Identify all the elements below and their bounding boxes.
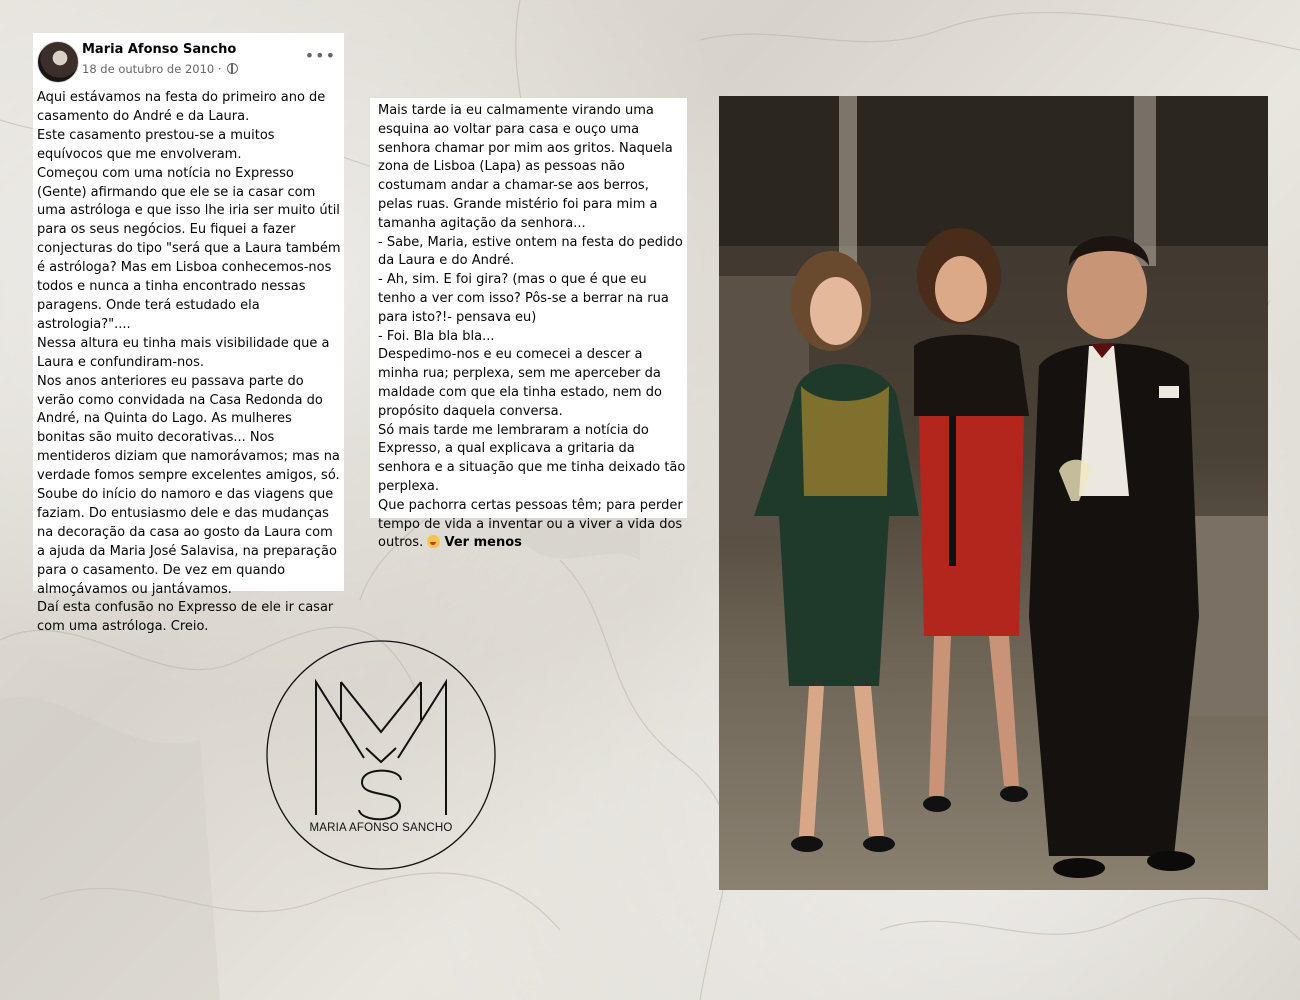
post-paragraph-last — [378, 497, 687, 553]
globe-icon — [227, 63, 238, 74]
post-paragraph: - Sabe, Maria, estive ontem na festa do pedido da Laura e do André. — [378, 234, 683, 269]
avatar[interactable] — [37, 41, 79, 83]
monogram-icon — [266, 640, 496, 870]
logo-text: MARIA AFONSO SANCHO — [309, 822, 453, 834]
post-text — [37, 89, 344, 637]
more-options-icon[interactable]: ••• — [304, 46, 336, 65]
post-header — [37, 41, 344, 89]
post-paragraph: Daí esta confusão no Expresso de ele ir casar com uma astróloga. Creio. — [37, 600, 334, 635]
post-date-text[interactable]: 18 de outubro de 2010 · — [82, 62, 222, 76]
post-paragraph-text: Que pachorra certas pessoas têm; para perder tempo de vida a inventar ou a viver a vida dos outros. — [378, 497, 683, 551]
post-continued-text — [378, 102, 687, 553]
post-paragraph: Este casamento prestou-se a muitos equívocos que me envolveram. — [37, 127, 275, 162]
author-name[interactable]: Maria Afonso Sancho — [82, 42, 237, 57]
post-card — [33, 33, 344, 635]
post-paragraph: - Ah, sim. E foi gira? (mas o que é que eu tenho a ver com isso? Pôs-se a berrar na rua para isto?!- pensava eu) — [378, 272, 669, 325]
brand-logo — [266, 640, 496, 870]
post-paragraph: Aqui estávamos na festa do primeiro ano de casamento do André e da Laura. — [37, 90, 326, 124]
post-paragraph: Nos anos anteriores eu passava parte do verão como convidada na Casa Redonda do André, na Quinta do Lago. As mulheres bonitas são muito decorativas... Nos mentideros diziam que namorávamos; mas na verdade fomos sempre excelentes amigos, só. Soube do início do namoro e das viagens que faziam. Do entusiasmo dele e das mudanças na decoração da casa ao gosto da Laura com a ajuda da Maria José Salavisa, na preparação para o casamento. De vez em quando almoçávamos ou jantávamos. — [37, 373, 340, 597]
photo-illustration — [719, 96, 1268, 890]
post-paragraph: Começou com uma notícia no Expresso (Gente) afirmando que ele se ia casar com uma astróloga e que isso lhe iria ser muito útil para os seus negócios. Eu fiquei a fazer conjecturas do tipo "será que a Laura também é astróloga? Mas em Lisboa conhecemos-nos todos e nunca a tinha encontrado nessas paragens. Onde terá estudado ela astrologia?".... — [37, 165, 341, 332]
post-paragraph: Despedimo-nos e eu comecei a descer a minha rua; perplexa, sem me aperceber da maldade com que ela tinha estado, nem do propósito daquela conversa. — [378, 347, 662, 419]
post-paragraph: Mais tarde ia eu calmamente virando uma esquina ao voltar para casa e ouço uma senhora chamar por mim aos gritos. Naquela zona de Lisboa (Lapa) as pessoas não costumam andar a chamar-se aos berros, pelas ruas. Grande mistério foi para mim a tamanha agitação da senhora... — [378, 103, 673, 231]
smile-emoji-icon — [427, 535, 440, 548]
post-paragraph: Só mais tarde me lembraram a notícia do Expresso, a qual explicava a gritaria da senhora e a situação que me tinha deixado tão perplexa. — [378, 422, 686, 494]
see-less-link[interactable]: Ver menos — [444, 535, 522, 551]
party-photo — [719, 96, 1268, 890]
post-date[interactable] — [82, 62, 238, 76]
post-paragraph: Nessa altura eu tinha mais visibilidade que a Laura e confundiram-nos. — [37, 335, 330, 370]
post-continued-card — [370, 98, 687, 551]
post-paragraph: - Foi. Bla bla bla... — [378, 328, 495, 344]
